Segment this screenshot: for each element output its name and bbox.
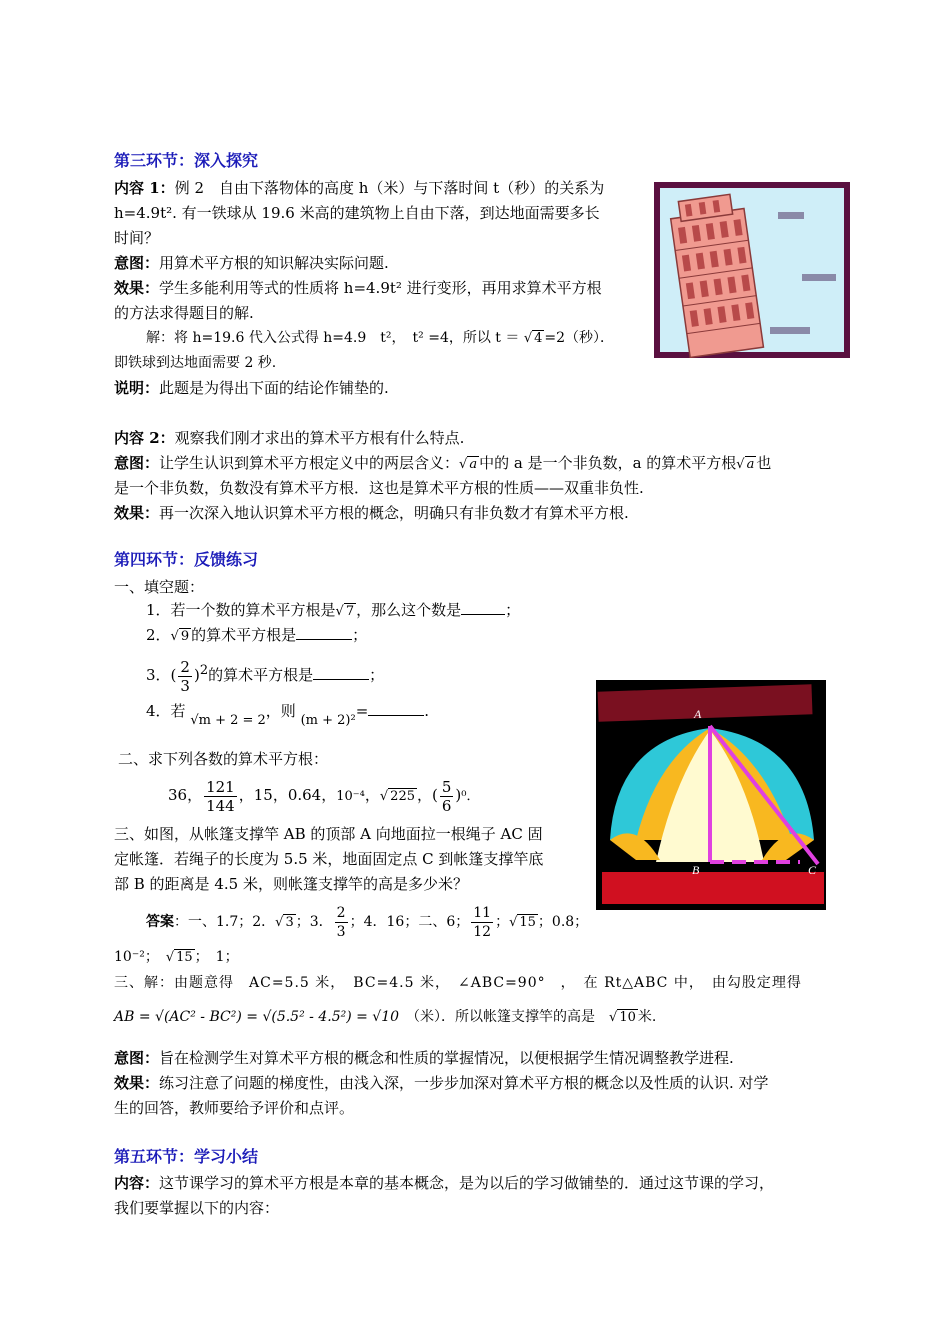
question-1: [146, 599, 520, 623]
pythagoras-expression: AB = √(AC² - BC²) = √(5.5² - 4.5²) = √10: [114, 1009, 400, 1025]
part1-title: 一、填空题：: [114, 578, 205, 596]
q4-equals: =: [355, 702, 369, 720]
label-b: B: [692, 863, 700, 877]
part3-line1: 三、如图，从帐篷支撑竿 AB 的顶部 A 向地面拉一根绳子 AC 固: [114, 825, 543, 843]
intent1: [114, 252, 389, 274]
label-a: A: [694, 707, 702, 721]
answers-text-end: ； 1；: [194, 949, 239, 965]
p2-36: 36，: [168, 786, 203, 804]
intent-text: 用算术平方根的知识解决实际问题.: [159, 254, 389, 272]
answer-blank-3[interactable]: [313, 665, 369, 680]
intent2-line2: 是一个非负数，负数没有算术平方根．这也是算术平方根的性质——双重非负性.: [114, 479, 644, 497]
sqrt-10: √ 10: [609, 1010, 636, 1025]
effect-label: 效果：: [114, 279, 160, 297]
q3-num: 3．: [146, 666, 171, 684]
effect3-text: 练习注意了问题的梯度性，由浅入深，一步步加深对算术平方根的概念以及性质的认识. 对学: [159, 1074, 769, 1092]
summary-line2: 我们要掌握以下的内容：: [114, 1199, 280, 1217]
answers-text-b: ；3．: [295, 914, 333, 930]
content2-label: 内容 2：: [114, 429, 175, 447]
intent2-text-a: 让学生认识到算术平方根定义中的两层含义：: [159, 454, 460, 472]
sqrt-9: √ 9: [170, 629, 190, 644]
effect2-text: 再一次深入地认识算术平方根的概念，明确只有非负数才有算术平方根.: [159, 504, 629, 522]
section3-heading: 第三环节：深入探究: [114, 151, 259, 170]
q1-text: 1．若一个数的算术平方根是: [146, 601, 336, 619]
effect3-line2: 生的回答，教师要给予评价和点评。: [114, 1099, 355, 1117]
effect-text: 学生多能利用等式的性质将 h=4.9t² 进行变形，再用求算术平方根: [159, 279, 602, 297]
q3-text: 的算术平方根是: [208, 666, 314, 684]
p2-comma-2: ，: [417, 786, 433, 804]
content1-line3: 时间？: [114, 229, 160, 247]
intent-label: 意图：: [114, 254, 160, 272]
solution-result: =2（秒）．: [544, 330, 615, 346]
content1-line1: [114, 177, 604, 199]
answers-text-c: ；4．16；二、6；: [349, 914, 470, 930]
p2-comma: ，: [364, 786, 380, 804]
sqrt-a: √ a: [459, 457, 478, 472]
solution3-text: （米）．所以帐篷支撑竿的高是: [413, 1009, 596, 1025]
answers-line2: [114, 946, 239, 969]
p2-values: ，15，0.64，: [238, 786, 337, 804]
part2-numbers: 36， $\frac{121}{144}$ ，15，0.64，10⁻⁴，√ 225 ，( $\frac{5}{6}$ )⁰．: [168, 777, 480, 815]
note-label: 说明：: [114, 379, 160, 397]
content1-label: 内容 1：: [114, 179, 175, 197]
solution3-unit: 米.: [637, 1009, 657, 1025]
intent3: [114, 1047, 734, 1069]
summary-line1: [114, 1172, 774, 1194]
answer-blank-4[interactable]: [368, 701, 424, 716]
leaning-tower-image: [654, 182, 850, 358]
q4-text-b: ，则: [265, 702, 296, 720]
sqrt-expression: √ 4: [523, 331, 543, 346]
fraction-11-12: $\frac{11}{12}$: [473, 904, 492, 940]
note-text: 此题是为得出下面的结论作铺垫的.: [159, 379, 389, 397]
solution-line1: [146, 327, 614, 350]
power-10: 10⁻⁴: [336, 789, 365, 804]
answers-text-d: ；: [495, 914, 510, 930]
answers-power: 10⁻²；: [114, 949, 152, 965]
content1-line2: h=4.9t². 有一铁球从 19.6 米高的建筑物上自由下落，到达地面需要多长: [114, 204, 600, 222]
intent2-line1: [114, 452, 771, 476]
sqrt-7: √ 7: [335, 604, 355, 619]
content1-text: 例 2 自由下落物体的高度 h（米）与下落时间 t（秒）的关系为: [174, 179, 605, 197]
part2-title: 二、求下列各数的算术平方根：: [118, 750, 329, 768]
effect3-label: 效果：: [114, 1074, 160, 1092]
intent3-text: 旨在检测学生对算术平方根的概念和性质的掌握情况，以便根据学生情况调整教学进程.: [159, 1049, 734, 1067]
part3-line2: 定帐篷．若绳子的长度为 5.5 米，地面固定点 C 到帐篷支撑竿底: [114, 850, 544, 868]
q2-text: 的算术平方根是: [191, 626, 297, 644]
question-4: [146, 700, 430, 728]
sqrt-15-b: √ 15: [165, 950, 193, 965]
effect2: [114, 502, 629, 524]
fraction-121-144: $\frac{121}{144}$: [206, 777, 235, 815]
q3-end: ；: [369, 666, 385, 684]
fraction-2-3-answer: $\frac{2}{3}$: [336, 904, 346, 940]
sqrt-3: √ 3: [275, 915, 294, 930]
answers-text-e: ；0.8；: [537, 914, 589, 930]
intent2-text-b: 中的 a 是一个非负数，a 的算术平方根: [479, 454, 737, 472]
solution-text: 解：将 h=19.6 代入公式得 h=4.9 t²， t² =4，所以 t ＝: [146, 330, 520, 346]
intent2-label: 意图：: [114, 454, 160, 472]
section4-heading: 第四环节：反馈练习: [114, 550, 259, 569]
summary-text: 这节课学习的算术平方根是本章的基本概念，是为以后的学习做铺垫的．通过这节课的学习，: [159, 1174, 775, 1192]
effect1-line2: 的方法求得题目的解.: [114, 304, 254, 322]
answer-blank-2[interactable]: [296, 625, 352, 640]
effect2-label: 效果：: [114, 504, 160, 522]
tent-figure: [596, 680, 826, 910]
q1-end: ；: [505, 601, 521, 619]
summary-label: 内容：: [114, 1174, 160, 1192]
label-c: C: [808, 863, 817, 877]
sqrt-225: √ 225: [379, 789, 415, 804]
q2-end: ；: [352, 626, 368, 644]
content2: [114, 427, 464, 449]
fraction-2-3: $\frac{2}{3}$: [180, 657, 190, 695]
answers-line1: [146, 902, 588, 943]
content2-text: 观察我们刚才求出的算术平方根有什么特点.: [174, 429, 465, 447]
intent3-label: 意图：: [114, 1049, 160, 1067]
solution-line2: 即铁球到达地面需要 2 秒.: [114, 355, 277, 371]
answers-text-a: ：一、1.7；2．: [174, 914, 276, 930]
solution3-line2: [114, 1000, 656, 1035]
sqrt-a-2: √ a: [736, 457, 755, 472]
effect1-line1: [114, 277, 602, 299]
answer-blank-1[interactable]: [461, 600, 505, 615]
sqrt-15: √ 15: [509, 915, 536, 930]
fraction-5-6: $\frac{5}{6}$: [441, 777, 452, 815]
effect3-line1: [114, 1072, 769, 1094]
power-zero: ⁰．: [461, 789, 480, 804]
question-2: [146, 624, 367, 648]
section5-heading: 第五环节：学习小结: [114, 1147, 259, 1166]
note: [114, 377, 389, 399]
q4-end: .: [424, 702, 430, 720]
intent2-text-c: 也: [756, 454, 772, 472]
question-3: 3．( $\frac{2}{3}$ )$^2$的算术平方根是 ；: [146, 657, 385, 695]
q1-text-b: ，那么这个数是: [356, 601, 462, 619]
part3-line3: 部 B 的距离是 4.5 米，则帐篷支撑竿的高是多少米？: [114, 875, 468, 893]
solution3-line1: 三、解：由题意得 AC=5.5 米， BC=4.5 米， ∠ABC=90° ， 在 Rt△ABC 中， 由勾股定理得: [114, 975, 802, 991]
q4-text: 4．若: [146, 702, 186, 720]
q4-expression-2: (m + 2)²: [300, 713, 356, 728]
q4-expression: √m + 2 = 2: [190, 713, 266, 728]
q2-num: 2．: [146, 626, 171, 644]
answers-label: 答案: [146, 914, 174, 930]
